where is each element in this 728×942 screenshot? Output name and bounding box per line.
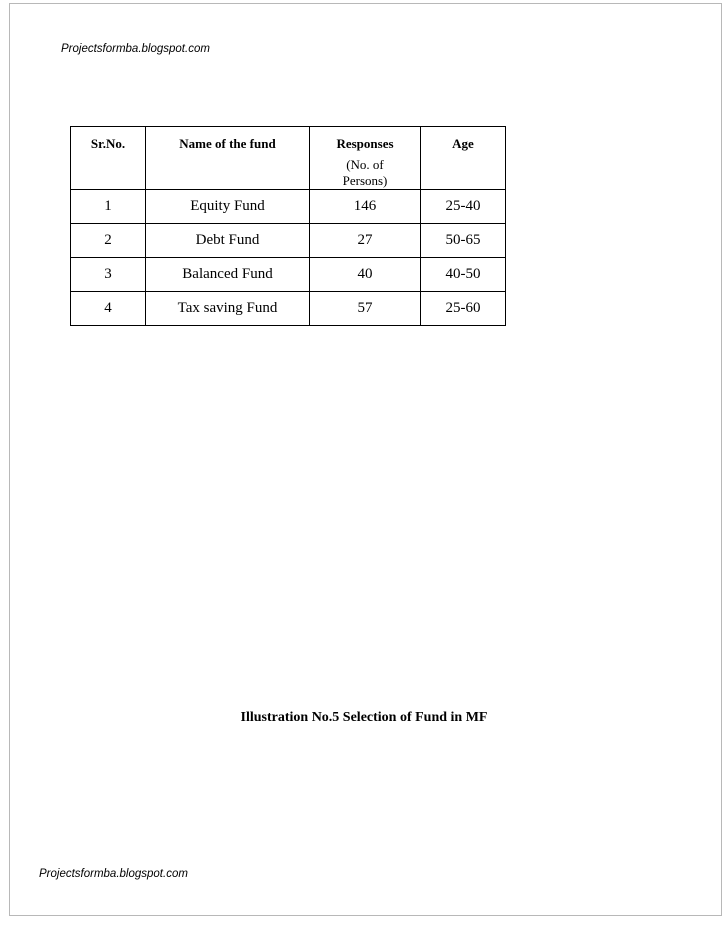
table-header-row xyxy=(71,127,506,190)
cell-fund-name: Equity Fund xyxy=(146,190,310,224)
cell-age: 25-40 xyxy=(421,190,506,224)
cell-fund-name: Debt Fund xyxy=(146,224,310,258)
table-row xyxy=(71,224,506,258)
cell-responses: 27 xyxy=(310,224,421,258)
cell-srno: 1 xyxy=(71,190,146,224)
cell-age: 50-65 xyxy=(421,224,506,258)
header-age: Age xyxy=(421,127,506,190)
table-row xyxy=(71,292,506,326)
table-row xyxy=(71,258,506,292)
header-responses-subtitle: (No. of Persons) xyxy=(342,157,388,188)
cell-responses: 40 xyxy=(310,258,421,292)
cell-fund-name: Tax saving Fund xyxy=(146,292,310,326)
cell-srno: 2 xyxy=(71,224,146,258)
footer-site-link: Projectsformba.blogspot.com xyxy=(39,868,188,880)
cell-responses: 146 xyxy=(310,190,421,224)
illustration-caption: Illustration No.5 Selection of Fund in MF xyxy=(240,710,488,725)
header-srno: Sr.No. xyxy=(71,127,146,190)
header-site-link: Projectsformba.blogspot.com xyxy=(61,43,210,55)
cell-fund-name: Balanced Fund xyxy=(146,258,310,292)
cell-srno: 4 xyxy=(71,292,146,326)
header-fund-name: Name of the fund xyxy=(146,127,310,190)
table-row xyxy=(71,190,506,224)
cell-srno: 3 xyxy=(71,258,146,292)
fund-selection-table xyxy=(70,126,506,326)
header-responses: Responses (No. of Persons) xyxy=(310,127,421,190)
cell-responses: 57 xyxy=(310,292,421,326)
cell-age: 40-50 xyxy=(421,258,506,292)
cell-age: 25-60 xyxy=(421,292,506,326)
